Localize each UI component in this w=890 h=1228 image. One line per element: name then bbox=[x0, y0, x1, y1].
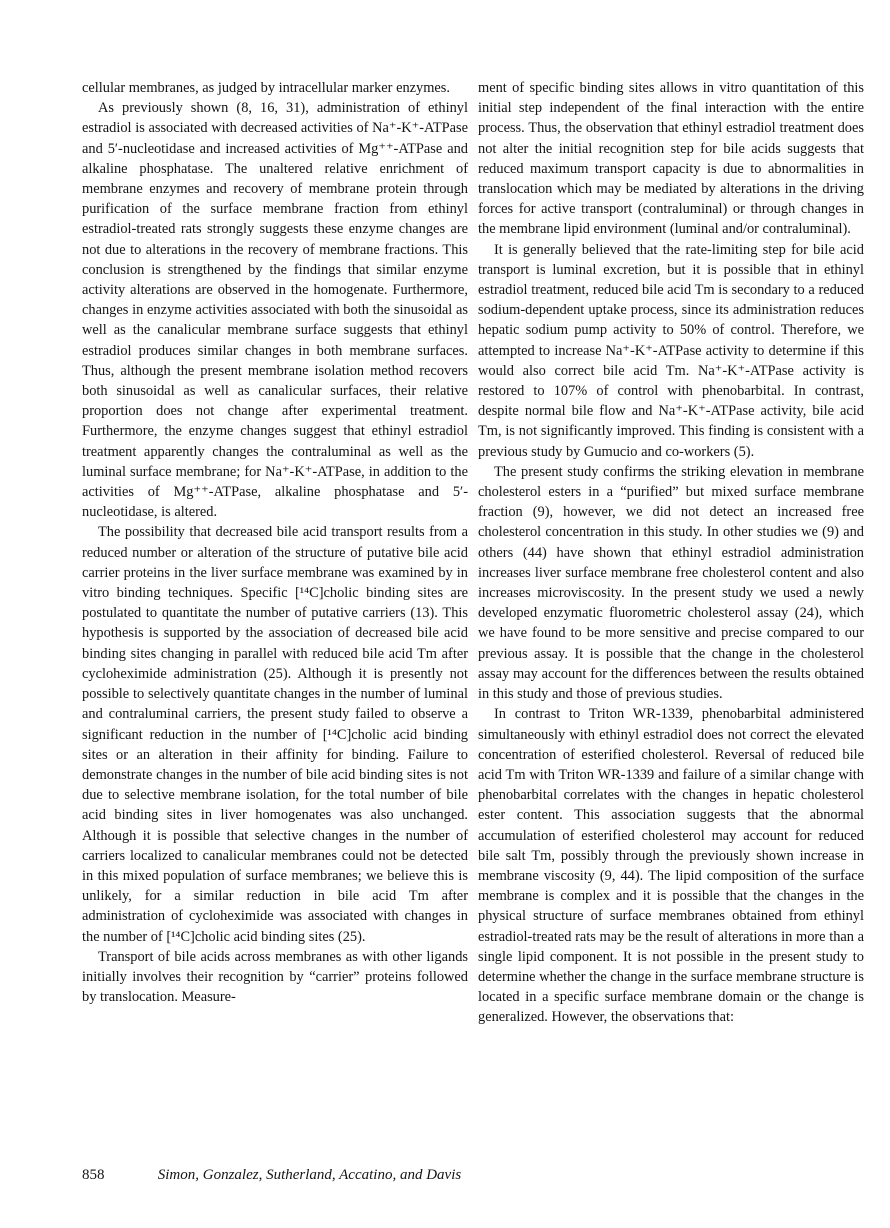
left-text-column bbox=[82, 78, 468, 1007]
running-authors: Simon, Gonzalez, Sutherland, Accatino, and Davis bbox=[157, 1167, 462, 1183]
paragraph-binding-sites: The possibility that decreased bile acid transport results from a reduced number or alteration of the structure of putative bile acid carrier proteins in the liver surface membrane was examined by in vitro binding techniques. Specific [¹⁴C]cholic binding sites are postulated to quantitate the number of putative carriers (13). This hypothesis is supported by the association of decreased bile acid binding sites changing in parallel with reduced bile acid Tm after cycloheximide administration (25). Although it is presently not possible to selectively quantitate changes in the number of luminal and contraluminal carriers, the present study failed to observe a significant reduction in the number of [¹⁴C]cholic acid binding sites or an alteration in their affinity for binding. Failure to demonstrate changes in the number of bile acid binding sites is not due to selective membrane isolation, for the total number of bile acid binding sites in liver homogenates was also unchanged. Although it is possible that selective changes in the number of carriers localized to canalicular membranes could not be detected in this mixed population of surface membranes; we believe this is unlikely, for a similar reduction in bile acid Tm after administration of cycloheximide was associated with changes in the number of [¹⁴C]cholic acid binding sites (25). bbox=[82, 524, 468, 945]
paragraph-continuation-right: ment of specific binding sites allows in vitro quantitation of this initial step independent of the final interaction with the entire process. Thus, the observation that ethinyl estradiol treatment does not alter the initial recognition step for bile acids suggests that reduced maximum transport capacity is due to abnormalities in translocation which may be mediated by alterations in the driving forces for active transport (contraluminal) or through changes in the membrane lipid environment (luminal and/or contraluminal). bbox=[478, 80, 864, 238]
right-text-column bbox=[478, 78, 864, 1028]
page-footer bbox=[82, 1165, 862, 1185]
paragraph-triton-phenobarbital: In contrast to Triton WR-1339, phenobarbital administered simultaneously with ethinyl estradiol does not correct the elevated concentration of esterified cholesterol. Reversal of reduced bile acid Tm with Triton WR-1339 and failure of a similar change with phenobarbital correlates with the changes in hepatic cholesterol ester content. This association suggests that the abnormal accumulation of esterified cholesterol may account for reduced bile salt Tm, possibly through the previously shown increase in membrane viscosity (9, 44). The lipid composition of the surface membrane is complex and it is possible that the changes in the physical structure of surface membranes obtained from ethinyl estradiol-treated rats may be the result of alterations in more than a single lipid component. It is not possible in the present study to determine whether the change in the surface membrane structure is located in a specific surface membrane domain or the change is generalized. However, the observations that: bbox=[478, 706, 864, 1026]
paragraph-cholesterol-esters: The present study confirms the striking elevation in membrane cholesterol esters in a “purified” but mixed surface membrane fraction (9), however, we did not detect an increased free cholesterol concentration in this study. In other studies we (9) and others (44) have shown that ethinyl estradiol administration increases liver surface membrane free cholesterol content and also increases microviscosity. In the present study we used a newly developed enzymatic fluorometric cholesterol assay (24), which we have found to be more sensitive and precise compared to our previous assay. It is possible that the change in the cholesterol assay may account for the differences between the results obtained in this study and those of previous studies. bbox=[478, 463, 864, 703]
page-number: 858 bbox=[82, 1167, 105, 1183]
paragraph-rate-limiting-step: It is generally believed that the rate-limiting step for bile acid transport is luminal excretion, but it is possible that in ethinyl estradiol treatment, reduced bile acid Tm is secondary to a reduced sodium-dependent uptake process, since its administration reduces hepatic sodium pump activity to 50% of control. Therefore, we attempted to increase Na⁺-K⁺-ATPase activity to determine if this would also correct bile acid Tm. Na⁺-K⁺-ATPase activity is restored to 107% of control with phenobarbital. In contrast, despite normal bile flow and Na⁺-K⁺-ATPase activity, bile acid Tm, is not significantly improved. This finding is consistent with a previous study by Gumucio and co-workers (5). bbox=[478, 241, 864, 460]
paragraph-continuation: cellular membranes, as judged by intracellular marker enzymes. bbox=[82, 80, 451, 96]
paragraph-transport-recognition: Transport of bile acids across membranes as with other ligands initially involves their recognition by “carrier” proteins followed by translocation. Measure- bbox=[82, 948, 468, 1006]
paragraph-enzyme-activities: As previously shown (8, 16, 31), administration of ethinyl estradiol is associated with decreased activities of Na⁺-K⁺-ATPase and 5′-nucleotidase and increased activities of Mg⁺⁺-ATPase and alkaline phosphatase. The unaltered relative enrichment of membrane enzymes and recovery of membrane protein through purification of the surface membrane fraction from ethinyl estradiol-treated rats strongly suggests these enzyme changes are not due to alterations in the recovery of membrane fractions. This conclusion is strengthened by the findings that similar enzyme activity alterations are observed in the homogenate. Furthermore, changes in enzyme activities associated with both the sinusoidal as well as the canalicular membrane surface suggests that ethinyl estradiol produces similar changes in both membrane surfaces. Thus, although the present membrane isolation method recovers both sinusoidal as well as canalicular surfaces, their relative proportion does not change after experimental treatment. Furthermore, the enzyme changes suggest that ethinyl estradiol treatment apparently changes the contraluminal as well as the luminal surface membrane; for Na⁺-K⁺-ATPase, in addition to the activities of Mg⁺⁺-ATPase, alkaline phosphatase and 5′-nucleotidase, is altered. bbox=[82, 100, 468, 521]
